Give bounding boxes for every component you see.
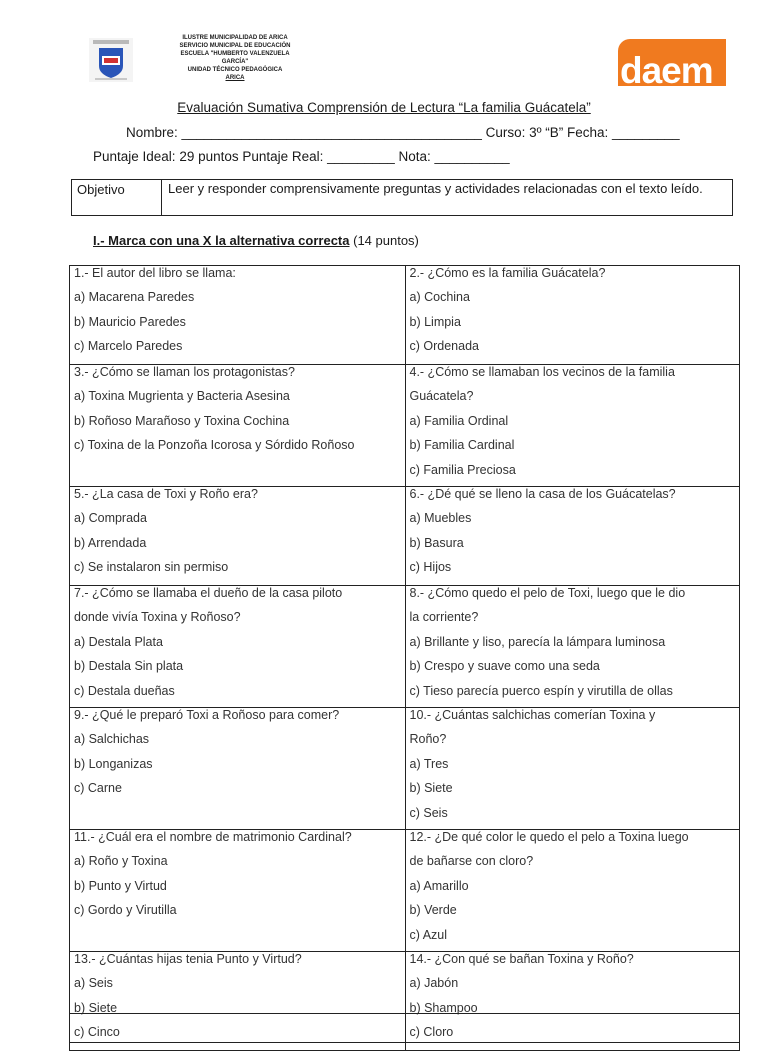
question-text: 2.- ¿Cómo es la familia Guácatela?: [409, 266, 606, 280]
answer-option[interactable]: b) Roñoso Marañoso y Toxina Cochina: [74, 413, 290, 428]
answer-option[interactable]: c) Azul: [409, 927, 448, 942]
answer-option[interactable]: c) Destala dueñas: [74, 683, 175, 698]
answer-option[interactable]: c) Cloro: [409, 1025, 454, 1040]
school-line: ILUSTRE MUNICIPALIDAD DE ARICA: [182, 35, 288, 41]
answer-option[interactable]: b) Arrendada: [74, 535, 147, 550]
table-row: [70, 829, 739, 951]
answer-option[interactable]: a) Macarena Paredes: [74, 290, 195, 305]
question-cell: [405, 266, 740, 364]
answer-option[interactable]: c) Ordenada: [409, 339, 479, 354]
objective-box: [71, 179, 733, 216]
school-logo-icon: [89, 38, 133, 82]
question-text: 5.- ¿La casa de Toxi y Roño era?: [74, 487, 258, 501]
table-row: [70, 486, 739, 585]
section-points: (14 puntos): [349, 233, 419, 248]
answer-option[interactable]: a) Brillante y liso, parecía la lámpara luminosa: [409, 634, 666, 649]
answer-option[interactable]: b) Limpia: [409, 314, 461, 329]
student-info-line: Nombre: ________________________________________ Curso: 3º “B” Fecha: _________: [126, 125, 680, 140]
question-cell: [405, 487, 740, 585]
question-cell: [405, 830, 740, 951]
school-line: GARCÍA": [221, 59, 249, 65]
answer-option[interactable]: a) Cochina: [409, 290, 470, 305]
answer-option[interactable]: a) Roño y Toxina: [74, 854, 168, 869]
school-line: SERVICIO MUNICIPAL DE EDUCACIÓN: [179, 43, 291, 49]
question-table: [69, 265, 740, 1051]
answer-option[interactable]: a) Muebles: [409, 511, 472, 526]
answer-option[interactable]: c) Gordo y Virutilla: [74, 903, 177, 918]
answer-option[interactable]: c) Carne: [74, 781, 122, 796]
answer-option[interactable]: b) Longanizas: [74, 756, 153, 771]
question-cell: [70, 830, 405, 951]
question-text: 12.- ¿De qué color le quedo el pelo a Toxina luego: [409, 830, 689, 844]
question-text: 4.- ¿Cómo se llamaban los vecinos de la familia: [409, 365, 675, 379]
question-text: 11.- ¿Cuál era el nombre de matrimonio Cardinal?: [74, 830, 352, 844]
question-cell: [70, 708, 405, 829]
answer-option[interactable]: c) Marcelo Paredes: [74, 339, 183, 354]
answer-option[interactable]: c) Cinco: [74, 1025, 120, 1040]
question-text: 6.- ¿Dé qué se lleno la casa de los Guácatelas?: [409, 487, 676, 501]
table-row: [70, 266, 739, 364]
question-text: 14.- ¿Con qué se bañan Toxina y Roño?: [409, 952, 634, 966]
question-text: 3.- ¿Cómo se llaman los protagonistas?: [74, 365, 295, 379]
daem-logo: [618, 39, 726, 86]
section-heading: [93, 233, 419, 248]
question-text: 10.- ¿Cuántas salchichas comerían Toxina y: [409, 708, 656, 722]
question-text-continued: Guácatela?: [409, 389, 474, 404]
page-title: Evaluación Sumativa Comprensión de Lectura “La familia Guácatela”: [177, 100, 591, 115]
answer-option[interactable]: c) Seis: [409, 805, 448, 820]
answer-option[interactable]: b) Destala Sin plata: [74, 659, 184, 674]
answer-option[interactable]: a) Familia Ordinal: [409, 413, 509, 428]
question-text: 13.- ¿Cuántas hijas tenia Punto y Virtud?: [74, 952, 302, 966]
answer-option[interactable]: b) Siete: [409, 781, 453, 796]
next-section-box: [69, 1013, 740, 1043]
question-text: 8.- ¿Cómo quedo el pelo de Toxi, luego que le dio: [409, 586, 686, 600]
school-line: ARICA: [225, 75, 245, 81]
objective-label: Objetivo: [72, 180, 162, 215]
answer-option[interactable]: c) Se instalaron sin permiso: [74, 560, 229, 575]
table-row: [70, 585, 739, 707]
objective-text: Leer y responder comprensivamente preguntas y actividades relacionadas con el texto leído.: [168, 181, 703, 196]
answer-option[interactable]: c) Familia Preciosa: [409, 462, 516, 477]
answer-option[interactable]: b) Punto y Virtud: [74, 878, 167, 893]
question-text-continued: de bañarse con cloro?: [409, 854, 534, 869]
answer-option[interactable]: a) Seis: [74, 976, 113, 991]
answer-option[interactable]: c) Tieso parecía puerco espín y virutilla de ollas: [409, 683, 673, 698]
school-line: UNIDAD TÉCNICO PEDAGÓGICA: [187, 67, 283, 73]
answer-option[interactable]: a) Comprada: [74, 511, 147, 526]
question-text-continued: la corriente?: [409, 610, 479, 625]
table-row: [70, 364, 739, 486]
score-info-line: Puntaje Ideal: 29 puntos Puntaje Real: _________ Nota: __________: [93, 149, 510, 164]
answer-option[interactable]: b) Crespo y suave como una seda: [409, 659, 600, 674]
answer-option[interactable]: a) Toxina Mugrienta y Bacteria Asesina: [74, 389, 290, 404]
answer-option[interactable]: c) Toxina de la Ponzoña Icorosa y Sórdido Roñoso: [74, 438, 355, 453]
answer-option[interactable]: b) Basura: [409, 535, 464, 550]
question-cell: [70, 586, 405, 707]
question-cell: [70, 266, 405, 364]
answer-option[interactable]: b) Mauricio Paredes: [74, 314, 186, 329]
question-text-continued: Roño?: [409, 732, 447, 747]
answer-option[interactable]: b) Verde: [409, 903, 457, 918]
question-cell: [405, 365, 740, 486]
question-cell: [70, 365, 405, 486]
question-text-continued: donde vivía Toxina y Roñoso?: [74, 610, 241, 625]
answer-option[interactable]: b) Familia Cardinal: [409, 438, 515, 453]
answer-option[interactable]: b) Siete: [74, 1000, 118, 1015]
question-cell: [70, 487, 405, 585]
answer-option[interactable]: a) Tres: [409, 756, 449, 771]
daem-logo-text: daem: [620, 50, 713, 86]
question-cell: [405, 708, 740, 829]
answer-option[interactable]: a) Amarillo: [409, 878, 469, 893]
section-title: I.- Marca con una X la alternativa correcta: [93, 233, 350, 248]
question-text: 7.- ¿Cómo se llamaba el dueño de la casa piloto: [74, 586, 343, 600]
answer-option[interactable]: c) Hijos: [409, 560, 452, 575]
answer-option[interactable]: a) Jabón: [409, 976, 459, 991]
answer-option[interactable]: a) Salchichas: [74, 732, 150, 747]
table-row: [70, 707, 739, 829]
question-text: 1.- El autor del libro se llama:: [74, 266, 236, 280]
question-cell: [405, 586, 740, 707]
school-line: ESCUELA "HUMBERTO VALENZUELA: [180, 51, 290, 57]
question-text: 9.- ¿Qué le preparó Toxi a Roñoso para comer?: [74, 708, 340, 722]
answer-option[interactable]: a) Destala Plata: [74, 634, 163, 649]
school-header-text: [150, 34, 320, 82]
answer-option[interactable]: b) Shampoo: [409, 1000, 478, 1015]
